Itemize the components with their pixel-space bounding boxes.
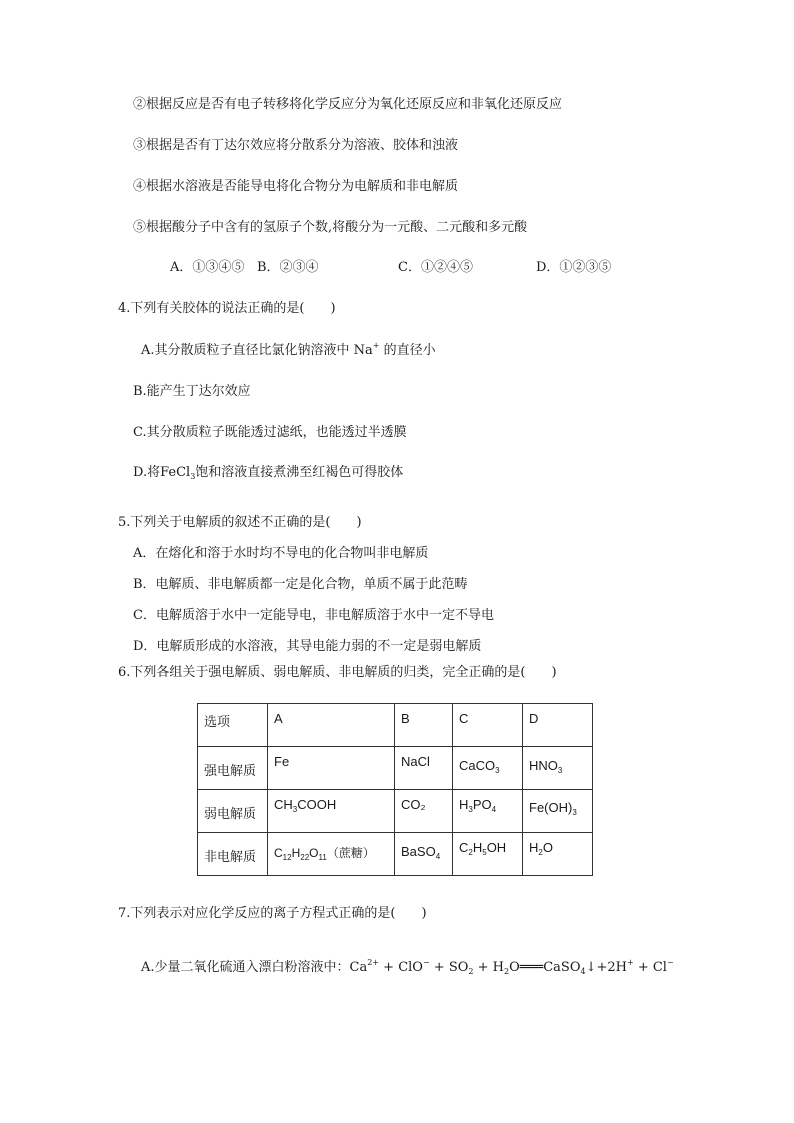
- q6-stem: 6.下列各组关于强电解质、弱电解质、非电解质的归类，完全正确的是( ): [118, 665, 557, 680]
- q4-stem: 4.下列有关胶体的说法正确的是( ): [118, 301, 336, 316]
- formula-text-end: OH: [486, 840, 507, 855]
- q3-option-b[interactable]: B．②③④: [257, 260, 319, 275]
- cell-weak-c: [453, 790, 523, 833]
- eq-term: O═══CaSO: [509, 960, 581, 975]
- formula-sub: 3: [557, 766, 563, 775]
- formula-sub: 3: [572, 808, 577, 817]
- formula-sub: 22: [300, 853, 310, 862]
- formula-sub: 2: [538, 848, 543, 857]
- header-c: C: [453, 704, 523, 747]
- formula-sub: 3: [468, 805, 473, 814]
- q3-option-a[interactable]: A．①③④⑤: [170, 260, 245, 275]
- q7-stem: 7.下列表示对应化学反应的离子方程式正确的是( ): [118, 906, 427, 921]
- q3-option-d[interactable]: D．①②③⑤: [536, 260, 612, 275]
- formula-sub: 2: [468, 848, 473, 857]
- row-label-weak: 弱电解质: [198, 790, 268, 833]
- header-option: 选项: [198, 704, 268, 747]
- formula-text: HNO: [529, 758, 558, 773]
- q4-d-sub: 3: [190, 472, 196, 481]
- header-b: B: [395, 704, 453, 747]
- table-row-strong: [198, 747, 593, 790]
- eq-term: + Cl: [633, 960, 667, 975]
- q4-d-text-end: 饱和溶液直接煮沸至红褐色可得胶体: [195, 465, 404, 480]
- eq-sup: +: [626, 958, 634, 967]
- q5-stem: 5.下列关于电解质的叙述不正确的是( ): [118, 515, 362, 530]
- cell-weak-a: [268, 790, 395, 833]
- row-label-strong: 强电解质: [198, 747, 268, 790]
- eq-term: + H: [473, 960, 504, 975]
- eq-sub: 2: [468, 967, 474, 976]
- formula-text-mid: O: [309, 846, 319, 860]
- statement-4: ④根据水溶液是否能导电将化合物分为电解质和非电解质: [133, 179, 459, 194]
- cell-weak-d: [523, 790, 593, 833]
- cell-strong-b: NaCl: [395, 747, 453, 790]
- formula-note: （蔗糖）: [326, 846, 375, 860]
- formula-text-mid: H: [472, 840, 483, 855]
- formula-text: C: [274, 846, 283, 860]
- eq-sup: 2+: [367, 958, 380, 967]
- q5-option-d[interactable]: D．电解质形成的水溶液，其导电能力弱的不一定是弱电解质: [133, 639, 482, 654]
- cell-non-a: [268, 833, 395, 876]
- eq-sup: −: [666, 958, 674, 967]
- formula-sub: 12: [282, 853, 292, 862]
- formula-text: Fe(OH): [529, 800, 573, 815]
- header-d: D: [523, 704, 593, 747]
- formula-sub: 4: [435, 852, 441, 861]
- formula-text-mid: PO: [472, 797, 492, 812]
- statement-5: ⑤根据酸分子中含有的氢原子个数,将酸分为一元酸、二元酸和多元酸: [133, 220, 528, 235]
- cell-non-d: [523, 833, 593, 876]
- row-label-non: 非电解质: [198, 833, 268, 876]
- q4-a-text-end: 的直径小: [379, 343, 436, 358]
- formula-text: H: [459, 797, 469, 812]
- q5-option-b[interactable]: B．电解质、非电解质都一定是化合物，单质不属于此范畴: [133, 577, 468, 592]
- q4-option-a[interactable]: [141, 342, 436, 360]
- formula-sub: 3: [495, 766, 500, 775]
- eq-sub: 4: [580, 967, 586, 976]
- q6-classification-table: [197, 703, 593, 876]
- q7-option-a[interactable]: [141, 959, 674, 977]
- eq-term: + ClO: [379, 960, 423, 975]
- formula-text-mid: H: [291, 846, 301, 860]
- formula-sub: 5: [482, 848, 487, 857]
- table-row-weak: [198, 790, 593, 833]
- statement-2: ②根据反应是否有电子转移将化学反应分为氧化还原反应和非氧化还原反应: [133, 97, 563, 112]
- q5-option-c[interactable]: C．电解质溶于水中一定能导电，非电解质溶于水中一定不导电: [133, 608, 494, 623]
- formula-sub: 4: [491, 805, 497, 814]
- cell-non-b: [395, 833, 453, 876]
- formula-text: H: [529, 840, 539, 855]
- formula-text-end: COOH: [297, 797, 337, 812]
- q4-d-text: D.将FeCl: [133, 465, 191, 480]
- cell-non-c: [453, 833, 523, 876]
- formula-text: CaCO: [459, 758, 496, 773]
- cell-strong-a: Fe: [268, 747, 395, 790]
- q3-option-c[interactable]: C．①②④⑤: [398, 260, 473, 275]
- q4-option-c[interactable]: C.其分散质粒子既能透过滤纸，也能透过半透膜: [133, 425, 407, 440]
- eq-term: Ca: [349, 960, 368, 975]
- formula-text: BaSO: [401, 844, 436, 859]
- eq-sup: −: [422, 958, 430, 967]
- table-header-row: [198, 704, 593, 747]
- eq-term: + SO: [429, 960, 469, 975]
- cell-strong-c: [453, 747, 523, 790]
- q7-a-text: A.少量二氧化硫通入漂白粉溶液中：: [141, 960, 350, 975]
- formula-text: C: [459, 840, 469, 855]
- formula-text: CH: [274, 797, 293, 812]
- eq-term: ↓+2H: [585, 960, 627, 975]
- q4-a-text: A.其分散质粒子直径比氯化钠溶液中 Na: [141, 343, 373, 358]
- q4-a-sup: +: [372, 341, 380, 350]
- eq-sub: 2: [503, 967, 510, 976]
- table-row-non: [198, 833, 593, 876]
- formula-text-end: O: [542, 840, 553, 855]
- ionic-equation: [350, 960, 674, 975]
- q5-option-a[interactable]: A．在熔化和溶于水时均不导电的化合物叫非电解质: [133, 546, 429, 561]
- statement-3: ③根据是否有丁达尔效应将分散系分为溶液、胶体和浊液: [133, 138, 459, 153]
- cell-weak-b: CO₂: [395, 790, 453, 833]
- q4-option-d[interactable]: [133, 464, 403, 482]
- header-a: A: [268, 704, 395, 747]
- formula-sub: 11: [318, 853, 327, 862]
- q4-option-b[interactable]: B.能产生丁达尔效应: [133, 384, 251, 399]
- formula-sub: 3: [292, 805, 298, 814]
- cell-strong-d: [523, 747, 593, 790]
